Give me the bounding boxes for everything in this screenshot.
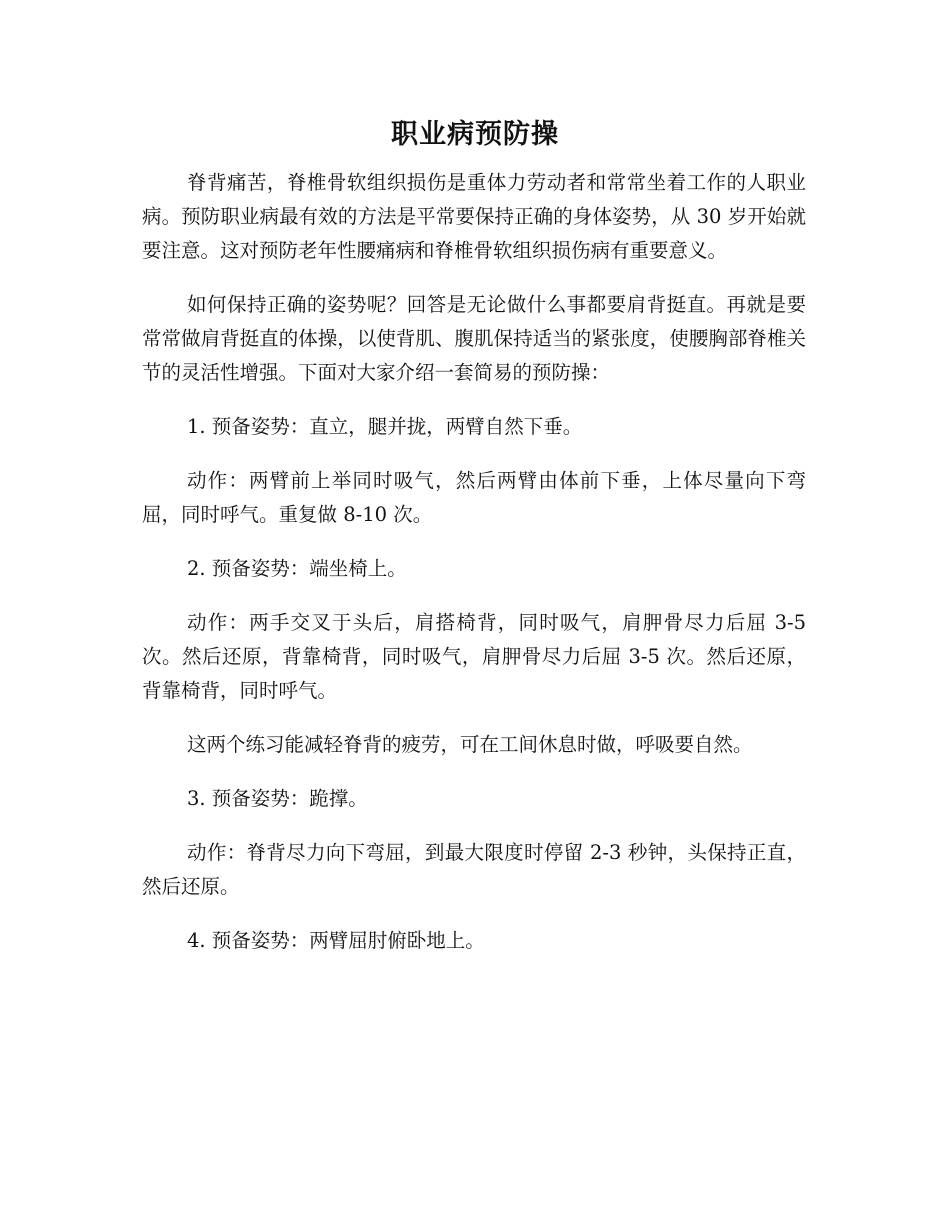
exercise-3-action: 动作：脊背尽力向下弯屈，到最大限度时停留 2-3 秒钟，头保持正直，然后还原。 — [142, 841, 806, 898]
paragraph-intro: 脊背痛苦，脊椎骨软组织损伤是重体力劳动者和常常坐着工作的人职业病。预防职业病最有效的方法是平常要保持正确的身体姿势，从 30 岁开始就要注意。这对预防老年性腰痛病和脊椎骨软组织损伤病有重要意义。 — [142, 171, 806, 262]
exercise-1-action: 动作：两臂前上举同时吸气，然后两臂由体前下垂，上体尽量向下弯屈，同时呼气。重复做 8-10 次。 — [142, 469, 806, 526]
exercise-4-preparation: 4. 预备姿势：两臂屈肘俯卧地上。 — [187, 929, 485, 952]
exercise-1-preparation: 1. 预备姿势：直立，腿并拢，两臂自然下垂。 — [187, 415, 583, 438]
exercise-2-action: 动作：两手交叉于头后，肩搭椅背，同时吸气，肩胛骨尽力后屈 3-5 次。然后还原，背靠椅背，同时吸气，肩胛骨尽力后屈 3-5 次。然后还原，背靠椅背，同时呼气。 — [142, 611, 806, 702]
document-title: 职业病预防操 — [391, 119, 559, 150]
paragraph-note: 这两个练习能减轻脊背的疲劳，可在工间休息时做，呼吸要自然。 — [187, 733, 753, 756]
document-body — [142, 166, 806, 958]
exercise-3-preparation: 3. 预备姿势：跪撑。 — [187, 787, 368, 810]
paragraph-posture: 如何保持正确的姿势呢？回答是无论做什么事都要肩背挺直。再就是要常常做肩背挺直的体操，以使背肌、腹肌保持适当的紧张度，使腰胸部脊椎关节的灵活性增强。下面对大家介绍一套简易的预防操： — [142, 293, 806, 384]
exercise-2-preparation: 2. 预备姿势：端坐椅上。 — [187, 557, 407, 580]
